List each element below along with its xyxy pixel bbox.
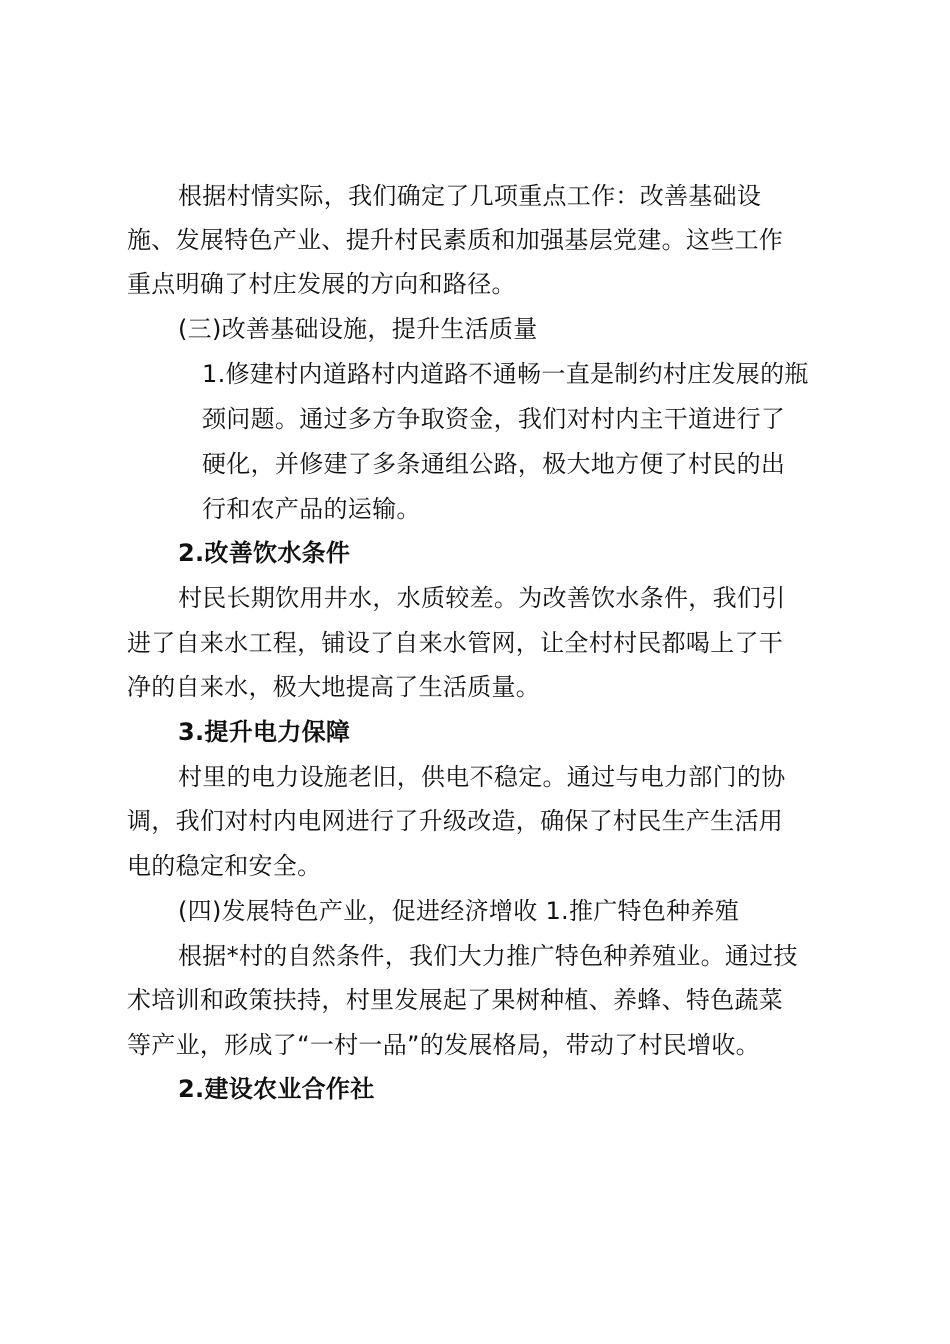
industry-line-2: 术培训和政策扶持，村里发展起了果树种植、养蜂、特色蔬菜 (127, 986, 784, 1014)
heading-coop: 2.建设农业合作社 (178, 1075, 375, 1103)
heading-power: 3.提升电力保障 (178, 718, 351, 746)
industry-line-1: 根据*村的自然条件，我们大力推广特色种养殖业。通过技 (178, 942, 798, 970)
item-1-line-4: 行和农产品的运输。 (202, 495, 421, 523)
power-line-3: 电的稳定和安全。 (127, 852, 322, 880)
section-heading-4: (四)发展特色产业，促进经济增收 1.推广特色种养殖 (178, 897, 740, 925)
water-line-2: 进了自来水工程，铺设了自来水管网，让全村村民都喝上了干 (127, 629, 784, 657)
heading-water: 2.改善饮水条件 (178, 539, 351, 567)
item-1-line-2: 颈问题。通过多方争取资金，我们对村内主干道进行了 (202, 405, 786, 433)
item-1-line-1: 1.修建村内道路村内道路不通畅一直是制约村庄发展的瓶 (202, 360, 809, 388)
intro-line-2: 施、发展特色产业、提升村民素质和加强基层党建。这些工作 (127, 226, 784, 254)
power-line-2: 调，我们对村内电网进行了升级改造，确保了村民生产生活用 (127, 807, 784, 835)
item-1-line-3: 硬化，并修建了多条通组公路，极大地方便了村民的出 (202, 450, 786, 478)
industry-line-3: 等产业，形成了“一村一品”的发展格局，带动了村民增收。 (127, 1031, 760, 1059)
water-line-3: 净的自来水，极大地提高了生活质量。 (127, 673, 541, 701)
water-line-1: 村民长期饮用井水，水质较差。为改善饮水条件，我们引 (178, 584, 786, 612)
power-line-1: 村里的电力设施老旧，供电不稳定。通过与电力部门的协 (178, 763, 786, 791)
intro-line-1: 根据村情实际，我们确定了几项重点工作：改善基础设 (178, 182, 762, 210)
section-heading-3: (三)改善基础设施，提升生活质量 (178, 315, 538, 343)
intro-line-3: 重点明确了村庄发展的方向和路径。 (127, 270, 516, 298)
